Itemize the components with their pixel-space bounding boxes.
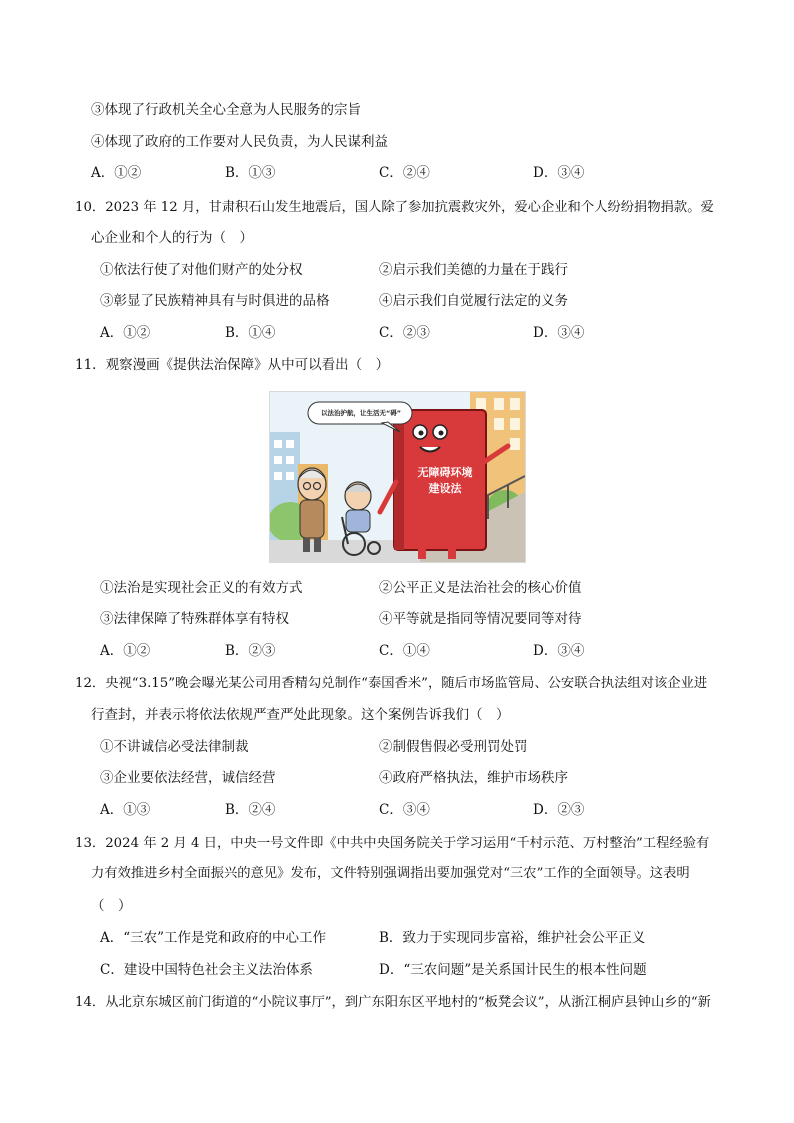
- q12-option-c: C．③④: [379, 802, 430, 818]
- q13-option-b: B．致力于实现同步富裕，维护社会公平正义: [379, 930, 646, 946]
- q11-statement-3: ③法律保障了特殊群体享有特权: [100, 611, 289, 627]
- q11-option-a: A．①②: [100, 643, 151, 659]
- q10-statement-1: ①依法行使了对他们财产的处分权: [100, 262, 303, 278]
- q9-statement-4: ④体现了政府的工作要对人民负责，为人民谋利益: [91, 134, 388, 150]
- q9-option-b: B．①③: [225, 165, 276, 181]
- q11-option-d: D．③④: [533, 643, 585, 659]
- q11-statement-1: ①法治是实现社会正义的有效方式: [100, 580, 303, 596]
- q10-statement-3: ③彰显了民族精神具有与时俱进的品格: [100, 293, 330, 309]
- q9-option-c: C．②④: [379, 165, 430, 181]
- q10-option-b: B．①④: [225, 325, 276, 341]
- q10-stem-line-2: 心企业和个人的行为（ ）: [91, 230, 253, 246]
- q12-statement-2: ②制假售假必受刑罚处罚: [379, 739, 528, 755]
- comic-speech-text: 以法治护航，让生活无“碍”: [320, 409, 402, 417]
- q12-stem-line-2: 行查封，并表示将依法依规严查严处此现象。这个案例告诉我们（ ）: [91, 707, 510, 723]
- comic-image: [269, 391, 526, 563]
- q10-option-a: A．①②: [100, 325, 151, 341]
- q9-option-d: D．③④: [533, 165, 585, 181]
- q10-statement-4: ④启示我们自觉履行法定的义务: [379, 293, 568, 309]
- q9-statement-3: ③体现了行政机关全心全意为人民服务的宗旨: [91, 102, 361, 118]
- q13-option-d: D．“三农问题”是关系国计民生的根本性问题: [379, 962, 647, 978]
- q12-option-b: B．②④: [225, 802, 276, 818]
- q13-option-a: A．“三农”工作是党和政府的中心工作: [100, 930, 327, 946]
- q10-statement-2: ②启示我们美德的力量在于践行: [379, 262, 568, 278]
- q12-stem-line-1: 12．央视“3.15”晚会曝光某公司用香精勾兑制作“泰国香米”，随后市场监管局、公安联合执法组对该企业进: [75, 676, 708, 691]
- q11-option-b: B．②③: [225, 643, 276, 659]
- q10-option-c: C．②③: [379, 325, 430, 341]
- q14-stem-line-1: 14．从北京东城区前门街道的“小院议事厅”，到广东阳东区平地村的“板凳会议”，从浙江桐庐县钟山乡的“新: [75, 995, 711, 1010]
- q12-statement-4: ④政府严格执法，维护市场秩序: [379, 770, 568, 786]
- q13-stem-line-2: 力有效推进乡村全面振兴的意见》发布，文件特别强调指出要加强党对“三农”工作的全面领导。这表明: [91, 866, 690, 881]
- q12-statement-3: ③企业要依法经营，诚信经营: [100, 770, 276, 786]
- q13-stem-line-3: （ ）: [91, 898, 132, 914]
- q10-option-d: D．③④: [533, 325, 585, 341]
- q13-option-c: C．建设中国特色社会主义法治体系: [100, 962, 313, 978]
- q10-stem-line-1: 10．2023 年 12 月，甘肃积石山发生地震后，国人除了参加抗震救灾外，爱心企业和个人纷纷捐物捐款。爱: [75, 200, 714, 215]
- q9-option-a: A．①②: [91, 165, 142, 181]
- q12-statement-1: ①不讲诚信必受法律制裁: [100, 739, 249, 755]
- q11-stem: 11．观察漫画《提供法治保障》从中可以看出（ ）: [75, 357, 390, 373]
- q12-option-a: A．①③: [100, 802, 151, 818]
- comic-book-title-2: 建设法: [428, 482, 462, 495]
- q13-stem-line-1: 13．2024 年 2 月 4 日，中央一号文件即《中共中央国务院关于学习运用“千村示范、万村整治”工程经验有: [75, 836, 710, 851]
- q11-option-c: C．①④: [379, 643, 430, 659]
- q12-option-d: D．②③: [533, 802, 585, 818]
- q11-statement-2: ②公平正义是法治社会的核心价值: [379, 580, 582, 596]
- comic-book-title-1: 无障碍环境: [417, 466, 473, 479]
- q11-statement-4: ④平等就是指同等情况要同等对待: [379, 611, 582, 627]
